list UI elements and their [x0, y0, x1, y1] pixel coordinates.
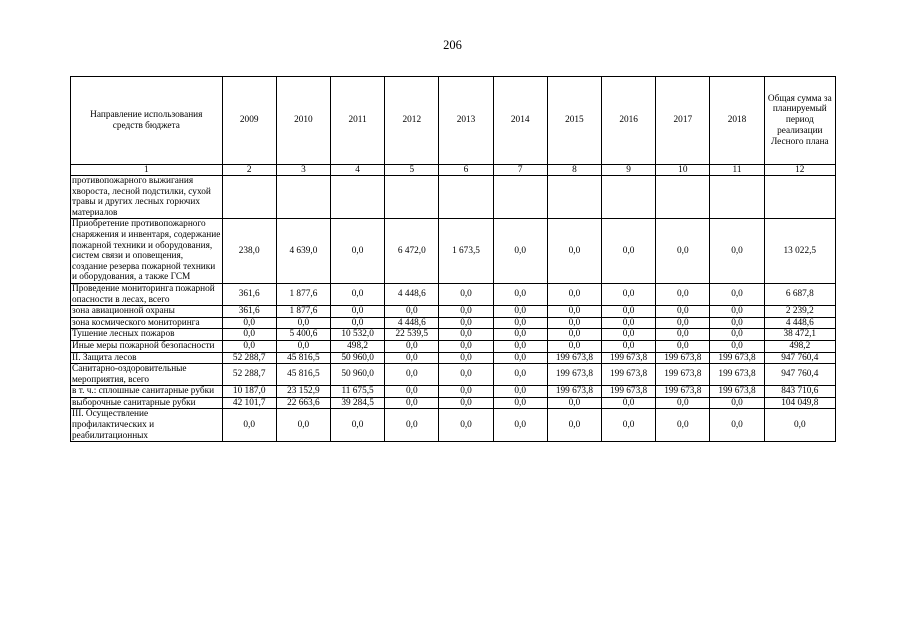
column-number: 10 [656, 165, 710, 176]
table-row [71, 329, 836, 341]
table-row [71, 386, 836, 398]
table-row [71, 352, 836, 364]
row-value: 4 448,6 [385, 283, 439, 305]
row-value: 0,0 [439, 340, 493, 352]
row-value: 0,0 [710, 306, 764, 318]
row-value: 0,0 [602, 283, 656, 305]
row-total: 2 239,2 [764, 306, 835, 318]
header-year: 2015 [547, 77, 601, 165]
row-value [602, 176, 656, 219]
row-value: 0,0 [385, 364, 439, 386]
row-value: 1 877,6 [276, 306, 330, 318]
row-value: 0,0 [385, 352, 439, 364]
row-value: 199 673,8 [710, 364, 764, 386]
header-direction: Направление использования средств бюджета [71, 77, 223, 165]
column-number: 12 [764, 165, 835, 176]
row-value: 0,0 [710, 219, 764, 284]
row-value: 0,0 [331, 409, 385, 442]
row-label: зона космического мониторинга [71, 317, 223, 329]
column-number: 1 [71, 165, 223, 176]
row-value: 0,0 [602, 306, 656, 318]
row-value: 0,0 [385, 397, 439, 409]
column-number: 7 [493, 165, 547, 176]
row-value: 0,0 [439, 329, 493, 341]
row-value: 498,2 [331, 340, 385, 352]
row-value: 0,0 [331, 317, 385, 329]
header-year: 2011 [331, 77, 385, 165]
row-value: 0,0 [493, 409, 547, 442]
row-value [493, 176, 547, 219]
row-value: 199 673,8 [602, 364, 656, 386]
row-total: 843 710,6 [764, 386, 835, 398]
row-total: 13 022,5 [764, 219, 835, 284]
row-label: III. Осуществление профилактических и реабилитационных [71, 409, 223, 442]
header-year: 2016 [602, 77, 656, 165]
row-value: 0,0 [547, 306, 601, 318]
row-value: 0,0 [385, 306, 439, 318]
row-value: 0,0 [547, 397, 601, 409]
row-value: 0,0 [547, 409, 601, 442]
row-value [276, 176, 330, 219]
row-value: 0,0 [656, 397, 710, 409]
row-value [331, 176, 385, 219]
row-value: 199 673,8 [710, 386, 764, 398]
column-number: 8 [547, 165, 601, 176]
table-body [71, 77, 836, 442]
row-value: 0,0 [656, 306, 710, 318]
row-value: 199 673,8 [547, 386, 601, 398]
row-value: 50 960,0 [331, 352, 385, 364]
row-total: 0,0 [764, 409, 835, 442]
row-value: 0,0 [656, 340, 710, 352]
header-row [71, 77, 836, 165]
row-value: 11 675,5 [331, 386, 385, 398]
table-row [71, 176, 836, 219]
row-value: 199 673,8 [602, 386, 656, 398]
row-value: 0,0 [493, 317, 547, 329]
header-year: 2013 [439, 77, 493, 165]
row-value: 52 288,7 [222, 352, 276, 364]
row-value: 0,0 [547, 340, 601, 352]
row-value: 0,0 [385, 386, 439, 398]
row-value: 238,0 [222, 219, 276, 284]
row-value: 0,0 [547, 329, 601, 341]
row-value: 0,0 [222, 409, 276, 442]
row-value: 0,0 [331, 306, 385, 318]
row-label: Тушение лесных пожаров [71, 329, 223, 341]
row-label: в т. ч.: сплошные санитарные рубки [71, 386, 223, 398]
row-value: 0,0 [493, 364, 547, 386]
column-number-row [71, 165, 836, 176]
row-value: 42 101,7 [222, 397, 276, 409]
row-label: Иные меры пожарной безопасности [71, 340, 223, 352]
header-year: 2009 [222, 77, 276, 165]
header-total: Общая сумма за планируемый период реализации Лесного плана [764, 77, 835, 165]
row-value: 4 639,0 [276, 219, 330, 284]
row-value [222, 176, 276, 219]
row-label: II. Защита лесов [71, 352, 223, 364]
row-value: 0,0 [656, 409, 710, 442]
header-year: 2017 [656, 77, 710, 165]
row-value: 45 816,5 [276, 364, 330, 386]
column-number: 2 [222, 165, 276, 176]
row-value: 6 472,0 [385, 219, 439, 284]
row-total [764, 176, 835, 219]
row-value: 0,0 [439, 409, 493, 442]
row-label: Проведение мониторинга пожарной опасности в лесах, всего [71, 283, 223, 305]
row-value: 0,0 [602, 397, 656, 409]
row-total: 104 049,8 [764, 397, 835, 409]
row-value: 0,0 [385, 409, 439, 442]
row-value: 0,0 [710, 283, 764, 305]
table-row [71, 317, 836, 329]
header-year: 2018 [710, 77, 764, 165]
row-value: 10 187,0 [222, 386, 276, 398]
row-label: противопожарного выжигания хвороста, лесной подстилки, сухой травы и других лесных горючих материалов [71, 176, 223, 219]
row-value: 22 663,6 [276, 397, 330, 409]
row-value: 39 284,5 [331, 397, 385, 409]
row-value: 0,0 [331, 283, 385, 305]
row-total: 38 472,1 [764, 329, 835, 341]
row-value: 0,0 [602, 340, 656, 352]
row-value: 0,0 [276, 409, 330, 442]
row-value: 1 877,6 [276, 283, 330, 305]
row-value: 0,0 [710, 409, 764, 442]
row-value: 0,0 [222, 340, 276, 352]
row-value: 0,0 [656, 317, 710, 329]
row-value: 0,0 [710, 397, 764, 409]
row-value: 0,0 [439, 352, 493, 364]
column-number: 4 [331, 165, 385, 176]
header-year: 2012 [385, 77, 439, 165]
row-value: 0,0 [222, 329, 276, 341]
row-value: 0,0 [547, 317, 601, 329]
column-number: 9 [602, 165, 656, 176]
row-value: 0,0 [439, 306, 493, 318]
row-value: 0,0 [331, 219, 385, 284]
column-number: 6 [439, 165, 493, 176]
row-value: 199 673,8 [547, 364, 601, 386]
row-value: 50 960,0 [331, 364, 385, 386]
row-total: 947 760,4 [764, 352, 835, 364]
row-label: Приобретение противопожарного снаряжения и инвентаря, содержание пожарной техники и оборудования, систем связи и оповещения, создание резерва пожарной техники и оборудования, а также ГСМ [72, 219, 221, 283]
row-value: 0,0 [547, 219, 601, 284]
row-value: 199 673,8 [656, 386, 710, 398]
row-value: 199 673,8 [710, 352, 764, 364]
row-value: 0,0 [602, 409, 656, 442]
row-value: 0,0 [656, 219, 710, 284]
row-value: 0,0 [602, 329, 656, 341]
table-row [71, 340, 836, 352]
row-total: 4 448,6 [764, 317, 835, 329]
table-row [71, 219, 836, 284]
table-row [71, 283, 836, 305]
row-value [710, 176, 764, 219]
row-value: 0,0 [439, 283, 493, 305]
row-value: 199 673,8 [602, 352, 656, 364]
row-value: 0,0 [656, 329, 710, 341]
row-value: 361,6 [222, 283, 276, 305]
row-value [385, 176, 439, 219]
row-value: 0,0 [710, 340, 764, 352]
row-total: 6 687,8 [764, 283, 835, 305]
row-value: 199 673,8 [547, 352, 601, 364]
row-value: 0,0 [493, 397, 547, 409]
page-number: 206 [443, 38, 462, 52]
row-value: 0,0 [439, 386, 493, 398]
row-value: 0,0 [493, 306, 547, 318]
budget-table [70, 76, 836, 442]
row-value: 0,0 [276, 317, 330, 329]
row-label: выборочные санитарные рубки [71, 397, 223, 409]
row-value: 0,0 [439, 364, 493, 386]
table-row [71, 397, 836, 409]
row-value: 0,0 [493, 219, 547, 284]
row-label: Санитарно-оздоровительные мероприятия, всего [71, 364, 223, 386]
column-number: 5 [385, 165, 439, 176]
row-value: 0,0 [222, 317, 276, 329]
row-total: 947 760,4 [764, 364, 835, 386]
header-year: 2010 [276, 77, 330, 165]
row-value: 0,0 [547, 283, 601, 305]
row-value: 0,0 [439, 317, 493, 329]
row-value: 0,0 [439, 397, 493, 409]
column-number: 3 [276, 165, 330, 176]
column-number: 11 [710, 165, 764, 176]
row-value: 0,0 [493, 386, 547, 398]
row-total: 498,2 [764, 340, 835, 352]
row-value: 0,0 [602, 219, 656, 284]
table-row [71, 364, 836, 386]
row-value: 45 816,5 [276, 352, 330, 364]
table-row [71, 306, 836, 318]
row-value: 0,0 [493, 340, 547, 352]
row-value [439, 176, 493, 219]
row-value: 4 448,6 [385, 317, 439, 329]
row-value: 0,0 [710, 317, 764, 329]
row-value: 5 400,6 [276, 329, 330, 341]
row-value: 22 539,5 [385, 329, 439, 341]
header-year: 2014 [493, 77, 547, 165]
row-value: 1 673,5 [439, 219, 493, 284]
row-value: 0,0 [602, 317, 656, 329]
row-value: 199 673,8 [656, 364, 710, 386]
row-value [547, 176, 601, 219]
row-label: зона авиационной охраны [71, 306, 223, 318]
row-value: 0,0 [276, 340, 330, 352]
row-value: 0,0 [493, 329, 547, 341]
table-row [71, 409, 836, 442]
row-value: 0,0 [493, 352, 547, 364]
row-value: 0,0 [493, 283, 547, 305]
row-value: 0,0 [656, 283, 710, 305]
row-value: 199 673,8 [656, 352, 710, 364]
row-value: 361,6 [222, 306, 276, 318]
row-value: 52 288,7 [222, 364, 276, 386]
row-value: 10 532,0 [331, 329, 385, 341]
row-value: 0,0 [385, 340, 439, 352]
row-value [656, 176, 710, 219]
row-value: 0,0 [710, 329, 764, 341]
row-value: 23 152,9 [276, 386, 330, 398]
